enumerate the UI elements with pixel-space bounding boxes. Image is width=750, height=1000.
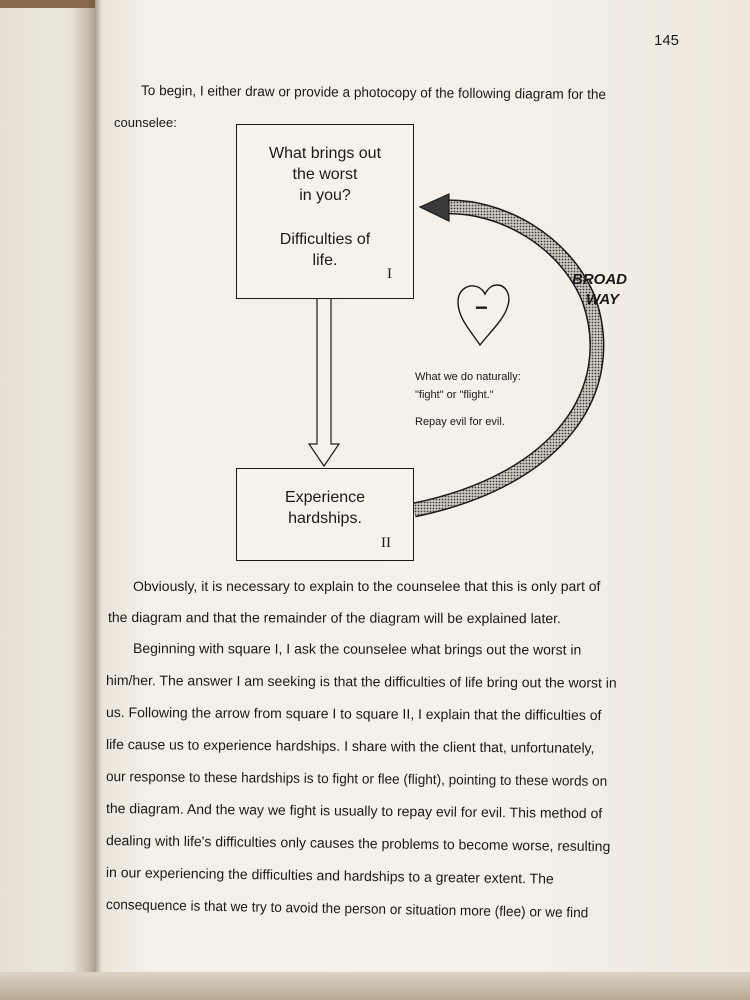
body-line: our response to these hardships is to fight or flee (flight), pointing to these words on [105,768,608,789]
square-one [236,124,414,299]
heart-minus-symbol: − [475,295,488,320]
box2-numeral: II [381,535,391,551]
intro-line: To begin, I either draw or provide a photocopy of the following diagram for the [140,82,607,103]
body-line: in our experiencing the difficulties and hardships to a greater extent. The [105,864,554,887]
page-number: 145 [654,32,680,49]
box2-line: Experience [284,489,366,506]
body-line: Obviously, it is necessary to explain to the counselee that this is only part of [133,578,601,594]
box1-line: What brings out [268,145,382,162]
box1-line: the worst [292,166,358,183]
curved-arrow-outline [414,207,597,510]
body-line: Beginning with square I, I ask the counselee what brings out the worst in [132,640,582,658]
repay-evil-label: Repay evil for evil. [415,416,505,428]
box1-line: in you? [299,187,351,204]
curved-arrow-body [414,207,597,510]
body-line: dealing with life's difficulties only causes the problems to become worse, resulting [105,832,611,855]
body-line: the diagram and that the remainder of the diagram will be explained later. [107,609,561,627]
box2-line: hardships. [288,510,362,527]
body-line: life cause us to experience hardships. I share with the client that, unfortunately, [105,736,595,756]
box1-line: Difficulties of [279,231,371,248]
body-line: the diagram. And the way we fight is usually to repay evil for evil. This method of [105,800,603,822]
down-arrow [309,298,339,466]
square-two [236,468,414,561]
curved-arrow-head [420,194,449,221]
box1-numeral: I [387,266,392,282]
broad-way-line: BROAD [572,271,627,288]
body-line: him/her. The answer I am seeking is that the difficulties of life bring out the worst in [105,672,617,691]
body-line: consequence is that we try to avoid the person or situation more (flee) or we find [105,896,589,921]
natural-response-line: "fight" or "flight." [415,389,494,401]
intro-line: counselee: [114,115,177,130]
natural-response-line: What we do naturally: [415,371,521,383]
box1-line: life. [312,252,338,269]
broad-way-line: WAY [586,291,620,308]
body-line: us. Following the arrow from square I to square II, I explain that the difficulties of [105,704,602,724]
broad-way-label [572,270,627,310]
